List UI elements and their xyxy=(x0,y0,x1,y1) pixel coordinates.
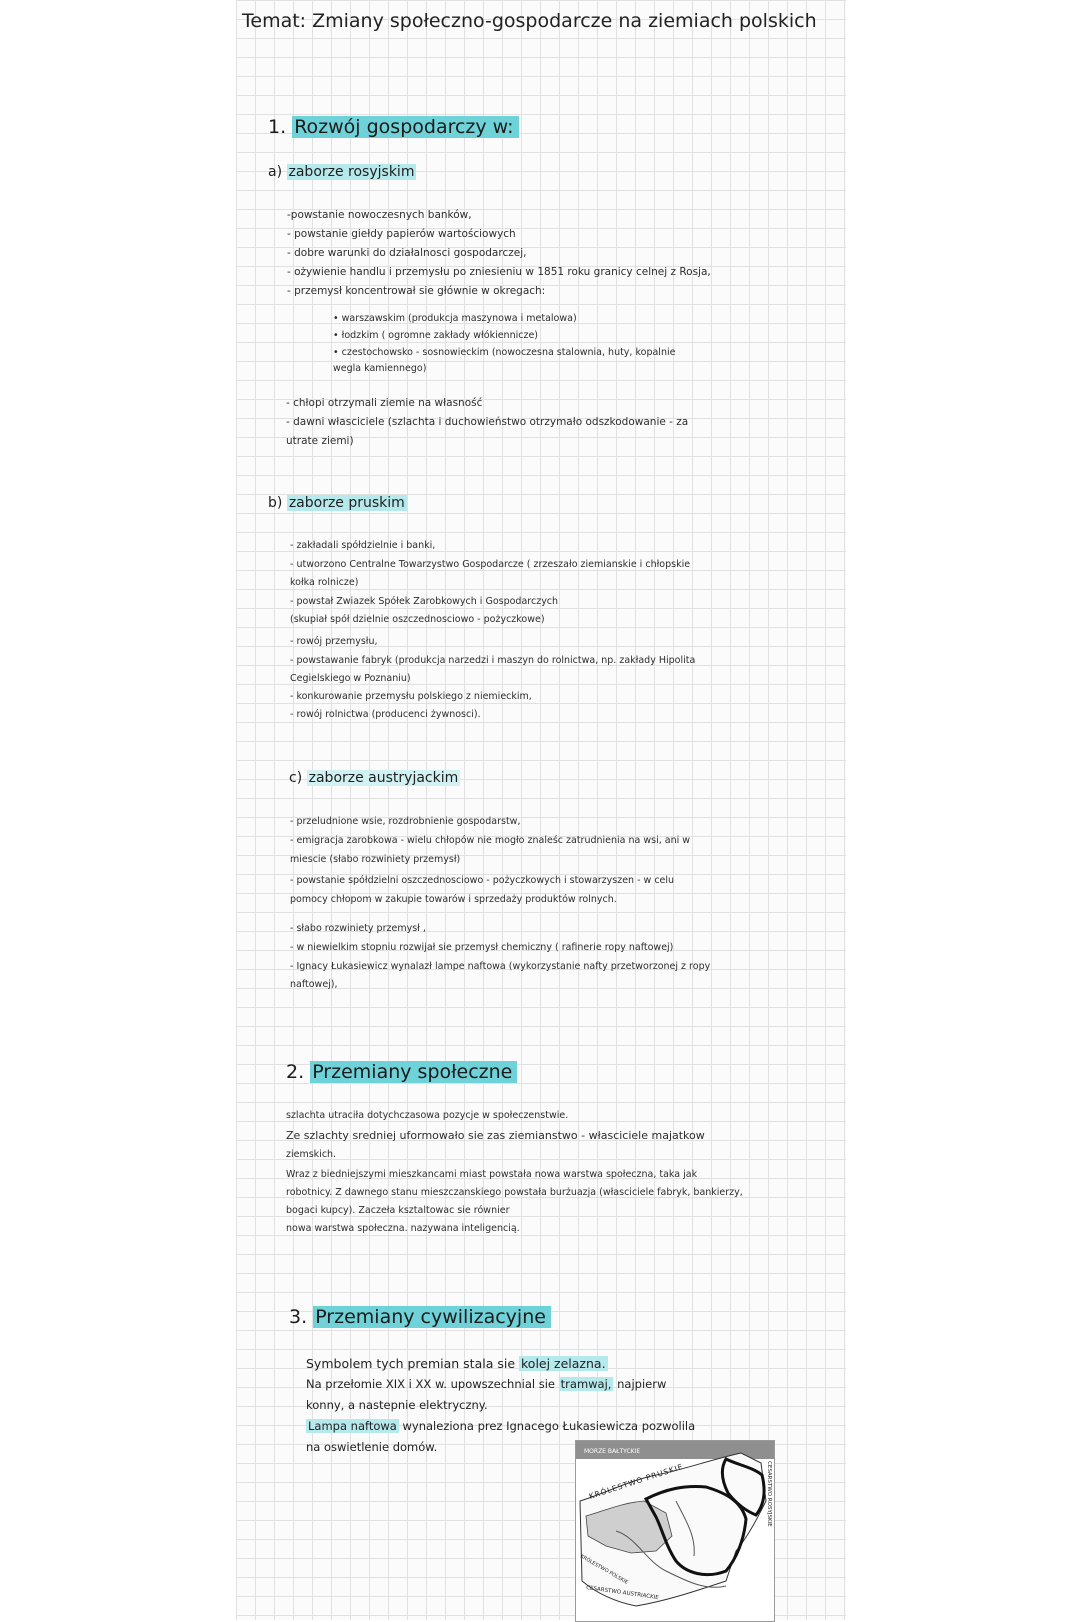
bullet-item: • warszawskim (produkcja maszynowa i metalowa) xyxy=(333,313,577,324)
section-2-number: 2. xyxy=(286,1061,305,1083)
bullet-item: wegla kamiennego) xyxy=(333,363,427,374)
subsection-b-label: b) xyxy=(268,495,283,511)
map-drawing xyxy=(576,1441,774,1621)
subsection-c-label: c) xyxy=(289,770,303,786)
list-item: - ożywienie handlu i przemysłu po zniesieniu w 1851 roku granicy celnej z Rosja, xyxy=(287,266,711,278)
text-segment: najpierw xyxy=(613,1377,667,1391)
russia-label: CESARSTWO ROSYJSKIE xyxy=(766,1461,772,1527)
subsection-a-bullets xyxy=(333,312,675,378)
section-1-title: Rozwój gospodarczy w: xyxy=(292,116,518,138)
subsection-b-title: zaborze pruskim xyxy=(288,495,405,511)
text-segment: Symbolem tych premian stala sie xyxy=(306,1356,519,1371)
list-item: Cegielskiego w Poznaniu) xyxy=(290,673,411,684)
text-line xyxy=(306,1416,695,1437)
highlight-tram: tramwaj, xyxy=(560,1377,612,1391)
section-3-number: 3. xyxy=(289,1306,308,1328)
subsection-c-list-2 xyxy=(290,922,710,996)
list-item: - powstanie giełdy papierów wartościowych xyxy=(287,228,516,240)
bullet-item: • czestochowsko - sosnowieckim (nowoczesna stalownia, huty, kopalnie xyxy=(333,347,676,358)
subsection-c-title: zaborze austryjackim xyxy=(308,770,459,786)
list-item: - konkurowanie przemysłu polskiego z niemieckim, xyxy=(290,691,532,702)
text-line: Ze szlachty sredniej uformowało sie zas ziemianstwo - własciciele majatkow xyxy=(286,1129,705,1142)
section-1-heading xyxy=(268,116,519,138)
bullet-item: • łodzkim ( ogromne zakłady włókiennicze) xyxy=(333,330,538,341)
text-line xyxy=(306,1353,695,1374)
list-item: (skupiał spół dzielnie oszczednosciowo - pożyczkowe) xyxy=(290,614,545,625)
text-line xyxy=(306,1374,695,1395)
subsection-c-heading xyxy=(289,770,460,786)
subsection-a-heading xyxy=(268,164,416,180)
subsection-a-title: zaborze rosyjskim xyxy=(288,164,415,180)
text-line: na oswietlenie domów. xyxy=(306,1440,438,1454)
list-item: pomocy chłopom w zakupie towarów i sprzedaży produktów rolnych. xyxy=(290,894,617,905)
highlight-lamp: Lampa naftowa xyxy=(308,1419,397,1433)
prussia-label: KRÓLESTWO PRUSKIE xyxy=(587,1461,685,1501)
section-3-heading xyxy=(289,1306,551,1328)
list-item: naftowej), xyxy=(290,979,338,990)
list-item: - powstawanie fabryk (produkcja narzedzi i maszyn do rolnictwa, np. zakłady Hipolita xyxy=(290,655,696,666)
text-line: konny, a nastepnie elektryczny. xyxy=(306,1398,488,1412)
page-title: Temat: Zmiany społeczno-gospodarcze na ziemiach polskich xyxy=(242,10,817,32)
list-item: - Ignacy Łukasiewicz wynalazł lampe naftowa (wykorzystanie nafty przetworzonej z ropy xyxy=(290,961,711,972)
list-item: - dobre warunki do działalnosci gospodarczej, xyxy=(287,247,527,259)
section-1-number: 1. xyxy=(268,116,287,138)
text-line: robotnicy. Z dawnego stanu mieszczanskiego powstała burżuazja (własciciele fabryk, bankierzy, xyxy=(286,1187,743,1198)
text-segment: wynaleziona prez Ignacego Łukasiewicza pozwolila xyxy=(398,1419,696,1433)
partition-map xyxy=(575,1440,775,1622)
list-item: - przemysł koncentrował sie głównie w okregach: xyxy=(287,285,546,297)
list-item: -powstanie nowoczesnych banków, xyxy=(287,209,472,221)
list-item: - słabo rozwiniety przemysł , xyxy=(290,923,426,934)
list-item: - chłopi otrzymali ziemie na własność xyxy=(286,397,483,409)
text-line: bogaci kupcy). Zaczeła ksztaltowac sie równier xyxy=(286,1205,510,1216)
text-line: nowa warstwa społeczna. nazywana inteligencią. xyxy=(286,1223,520,1234)
text-line: szlachta utraciła dotychczasowa pozycje w społeczenstwie. xyxy=(286,1110,569,1121)
list-item: - rowój rolnictwa (producenci żywnosci). xyxy=(290,709,481,720)
list-item: - zakładali spółdzielnie i banki, xyxy=(290,540,436,551)
list-item: - emigracja zarobkowa - wielu chłopów nie mogło znaleśc zatrudnienia na wsi, ani w xyxy=(290,835,691,846)
poland-label: KRÓLESTWO POLSKIE xyxy=(579,1553,629,1586)
text-line: ziemskich. xyxy=(286,1149,337,1160)
section-2-heading xyxy=(286,1061,517,1083)
list-item: - rowój przemysłu, xyxy=(290,636,378,647)
list-item: - utworzono Centralne Towarzystwo Gospodarcze ( zrzeszało ziemianskie i chłopskie xyxy=(290,559,691,570)
subsection-c-list xyxy=(290,815,690,912)
list-item: - dawni własciciele (szlachta i duchowieństwo otrzymało odszkodowanie - za xyxy=(286,416,689,428)
subsection-b-list xyxy=(290,539,695,726)
section-3-title: Przemiany cywilizacyjne xyxy=(313,1306,551,1328)
highlight-railway: kolej zelazna. xyxy=(521,1356,606,1371)
list-item: kołka rolnicze) xyxy=(290,577,359,588)
text-segment: Na przełomie XIX i XX w. upowszechnial sie xyxy=(306,1377,559,1391)
subsection-a-list xyxy=(287,208,711,303)
section-2-text xyxy=(286,1109,743,1240)
list-item: - w niewielkim stopniu rozwijał sie przemysł chemiczny ( rafinerie ropy naftowej) xyxy=(290,942,674,953)
austria-label: CESARSTWO AUSTRIACKIE xyxy=(585,1585,660,1602)
subsection-a-list-2 xyxy=(286,396,688,453)
sea-label: MORZE BAŁTYCKIE xyxy=(584,1448,641,1455)
section-2-title: Przemiany społeczne xyxy=(310,1061,517,1083)
list-item: miescie (słabo rozwiniety przemysł) xyxy=(290,854,461,865)
list-item: - powstał Zwiazek Spółek Zarobkowych i Gospodarczych xyxy=(290,596,559,607)
list-item: utrate ziemi) xyxy=(286,435,354,447)
subsection-b-heading xyxy=(268,495,407,511)
list-item: - powstanie spółdzielni oszczednosciowo - pożyczkowych i stowarzyszen - w celu xyxy=(290,875,675,886)
list-item: - przeludnione wsie, rozdrobnienie gospodarstw, xyxy=(290,816,521,827)
text-line: Wraz z biedniejszymi mieszkancami miast powstała nowa warstwa społeczna, taka jak xyxy=(286,1169,698,1180)
subsection-a-label: a) xyxy=(268,164,283,180)
